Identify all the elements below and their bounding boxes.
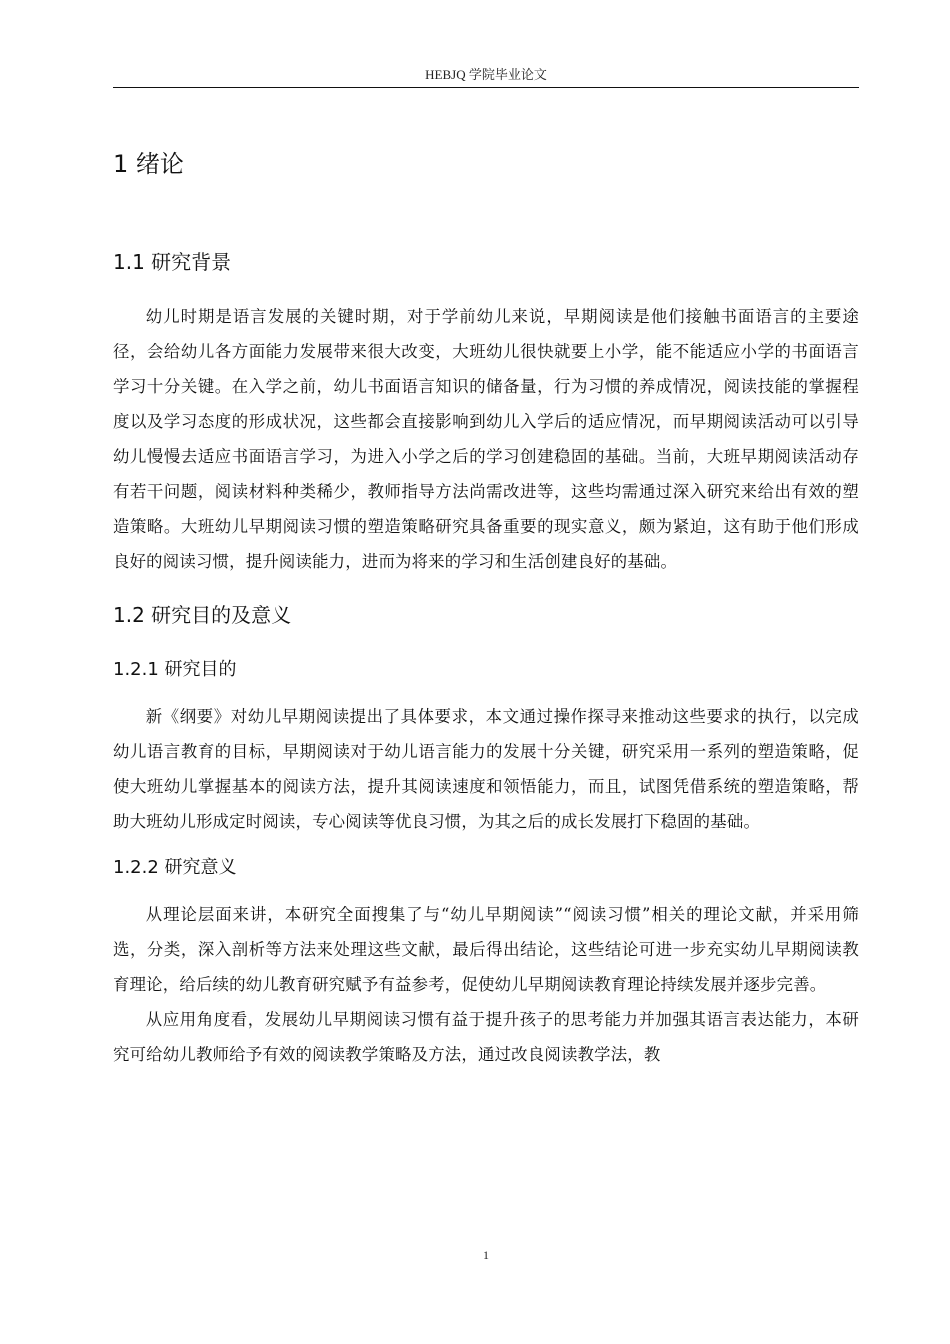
spacer: [113, 188, 859, 246]
paragraph-significance-1: 从理论层面来讲，本研究全面搜集了与“幼儿早期阅读”“阅读习惯”相关的理论文献，并采用筛选，分类，深入剖析等方法来处理这些文献，最后得出结论，这些结论可进一步充实幼儿早期阅读教育理论，给后续的幼儿教育研究赋予有益参考，促使幼儿早期阅读教育理论持续发展并逐步完善。: [113, 905, 859, 994]
spacer: [113, 631, 859, 655]
paragraph-purpose-1: 新《纲要》对幼儿早期阅读提出了具体要求，本文通过操作探寻来推动这些要求的执行，以完成幼儿语言教育的目标，早期阅读对于幼儿语言能力的发展十分关键，研究采用一系列的塑造策略，促使大班幼儿掌握基本的阅读方法，提升其阅读速度和领悟能力，而且，试图凭借系统的塑造策略，帮助大班幼儿形成定时阅读，专心阅读等优良习惯，为其之后的成长发展打下稳固的基础。: [113, 707, 859, 831]
running-header: HEBJQ 学院毕业论文: [113, 64, 859, 88]
spacer: [113, 685, 859, 699]
paragraph-significance-2: 从应用角度看，发展幼儿早期阅读习惯有益于提升孩子的思考能力并加强其语言表达能力，本研究可给幼儿教师给予有效的阅读教学策略及方法，通过改良阅读教学法，教: [113, 1010, 859, 1064]
section-title-purpose-significance: 1.2 研究目的及意义: [113, 603, 292, 627]
spacer: [113, 579, 859, 599]
page-content: [113, 140, 859, 1072]
spacer: [113, 839, 859, 853]
spacer: [113, 278, 859, 299]
subsection-title-significance: 1.2.2 研究意义: [113, 857, 237, 878]
subsection-title-purpose: 1.2.1 研究目的: [113, 659, 237, 680]
spacer: [113, 883, 859, 897]
chapter-title: 1 绪论: [113, 150, 184, 178]
paragraph-background-1: 幼儿时期是语言发展的关键时期，对于学前幼儿来说，早期阅读是他们接触书面语言的主要途径，会给幼儿各方面能力发展带来很大改变，大班幼儿很快就要上小学，能不能适应小学的书面语言学习十分关键。在入学之前，幼儿书面语言知识的储备量，行为习惯的养成情况，阅读技能的掌握程度以及学习态度的形成状况，这些都会直接影响到幼儿入学后的适应情况，而早期阅读活动可以引导幼儿慢慢去适应书面语言学习，为进入小学之后的学习创建稳固的基础。当前，大班早期阅读活动存有若干问题，阅读材料种类稀少，教师指导方法尚需改进等，这些均需通过深入研究来给出有效的塑造策略。大班幼儿早期阅读习惯的塑造策略研究具备重要的现实意义，颇为紧迫，这有助于他们形成良好的阅读习惯，提升阅读能力，进而为将来的学习和生活创建良好的基础。: [113, 307, 859, 571]
section-title-background: 1.1 研究背景: [113, 250, 232, 274]
page-number: 1: [483, 1248, 489, 1262]
